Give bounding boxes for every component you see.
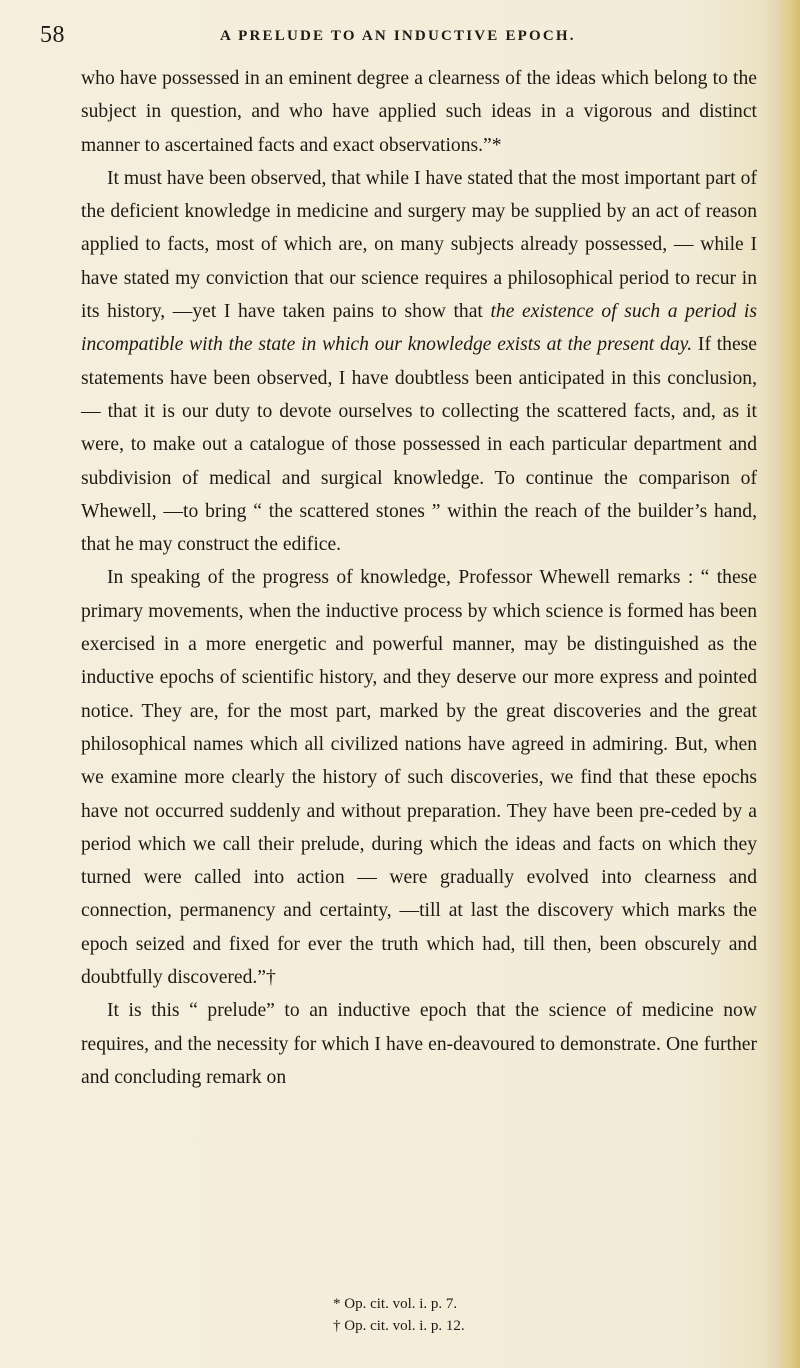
paragraph	[81, 162, 757, 562]
footnote: † Op. cit. vol. i. p. 12.	[333, 1318, 465, 1334]
text-segment: It must have been observed, that while I have stated that the most important part of the deficient knowledge in medicine and surgery may be supplied by an act of reason applied to facts, most of which are, on many subjects already possessed, — while I have stated my conviction that our science requires a philosophical period to recur in its history, —yet I have taken pains to show that	[81, 167, 757, 323]
paragraph	[81, 62, 757, 162]
italic-text-segment: the existence of such a period is incompatible with the state in which our knowledge exists at the present day.	[81, 301, 757, 356]
body-text	[81, 62, 757, 1094]
page-edge-discoloration	[778, 0, 800, 1368]
paragraph	[81, 994, 757, 1094]
text-segment: It is this “ prelude” to an inductive epoch that the science of medicine now requires, and the necessity for which I have en-deavoured to demonstrate. One further and concluding remark on	[81, 1000, 757, 1088]
footnote: * Op. cit. vol. i. p. 7.	[333, 1296, 458, 1312]
text-segment: In speaking of the progress of knowledge, Professor Whewell remarks : “ these primary movements, when the inductive process by which science is formed has been exercised in a more energetic and powerful manner, may be distinguished as the inductive epochs of scientific history, and they deserve our more express and pointed notice. They are, for the most part, marked by the great discoveries and the great philosophical names which all civilized nations have agreed in admiring. But, when we examine more clearly the history of such discoveries, we find that these epochs have not occurred suddenly and without preparation. They have been pre-ceded by a period which we call their prelude, during which the ideas and facts on which they turned were called into action — were gradually evolved into clearness and connection, permanency and certainty, —till at last the discovery which marks the epoch seized and fixed for ever the truth which had, till then, been obscurely and doubtfully discovered.”†	[81, 567, 757, 989]
paragraph	[81, 561, 757, 994]
page-number: 58	[40, 22, 65, 48]
footnotes	[333, 1293, 653, 1337]
page-header	[40, 22, 760, 50]
text-segment: who have possessed in an eminent degree a clearness of the ideas which belong to the subject in question, and who have applied such ideas in a vigorous and distinct manner to ascertained facts and exact observations.”*	[81, 68, 757, 156]
running-head: A PRELUDE TO AN INDUCTIVE EPOCH.	[220, 28, 576, 44]
text-segment: If these statements have been observed, I have doubtless been anticipated in this conclusion,— that it is our duty to devote ourselves to collecting the scattered facts, and, as it were, to make out a catalogue of those possessed in each particular department and subdivision of medical and surgical knowledge. To continue the comparison of Whewell, —to bring “ the scattered stones ” within the reach of the builder’s hand, that he may construct the edifice.	[81, 334, 758, 556]
